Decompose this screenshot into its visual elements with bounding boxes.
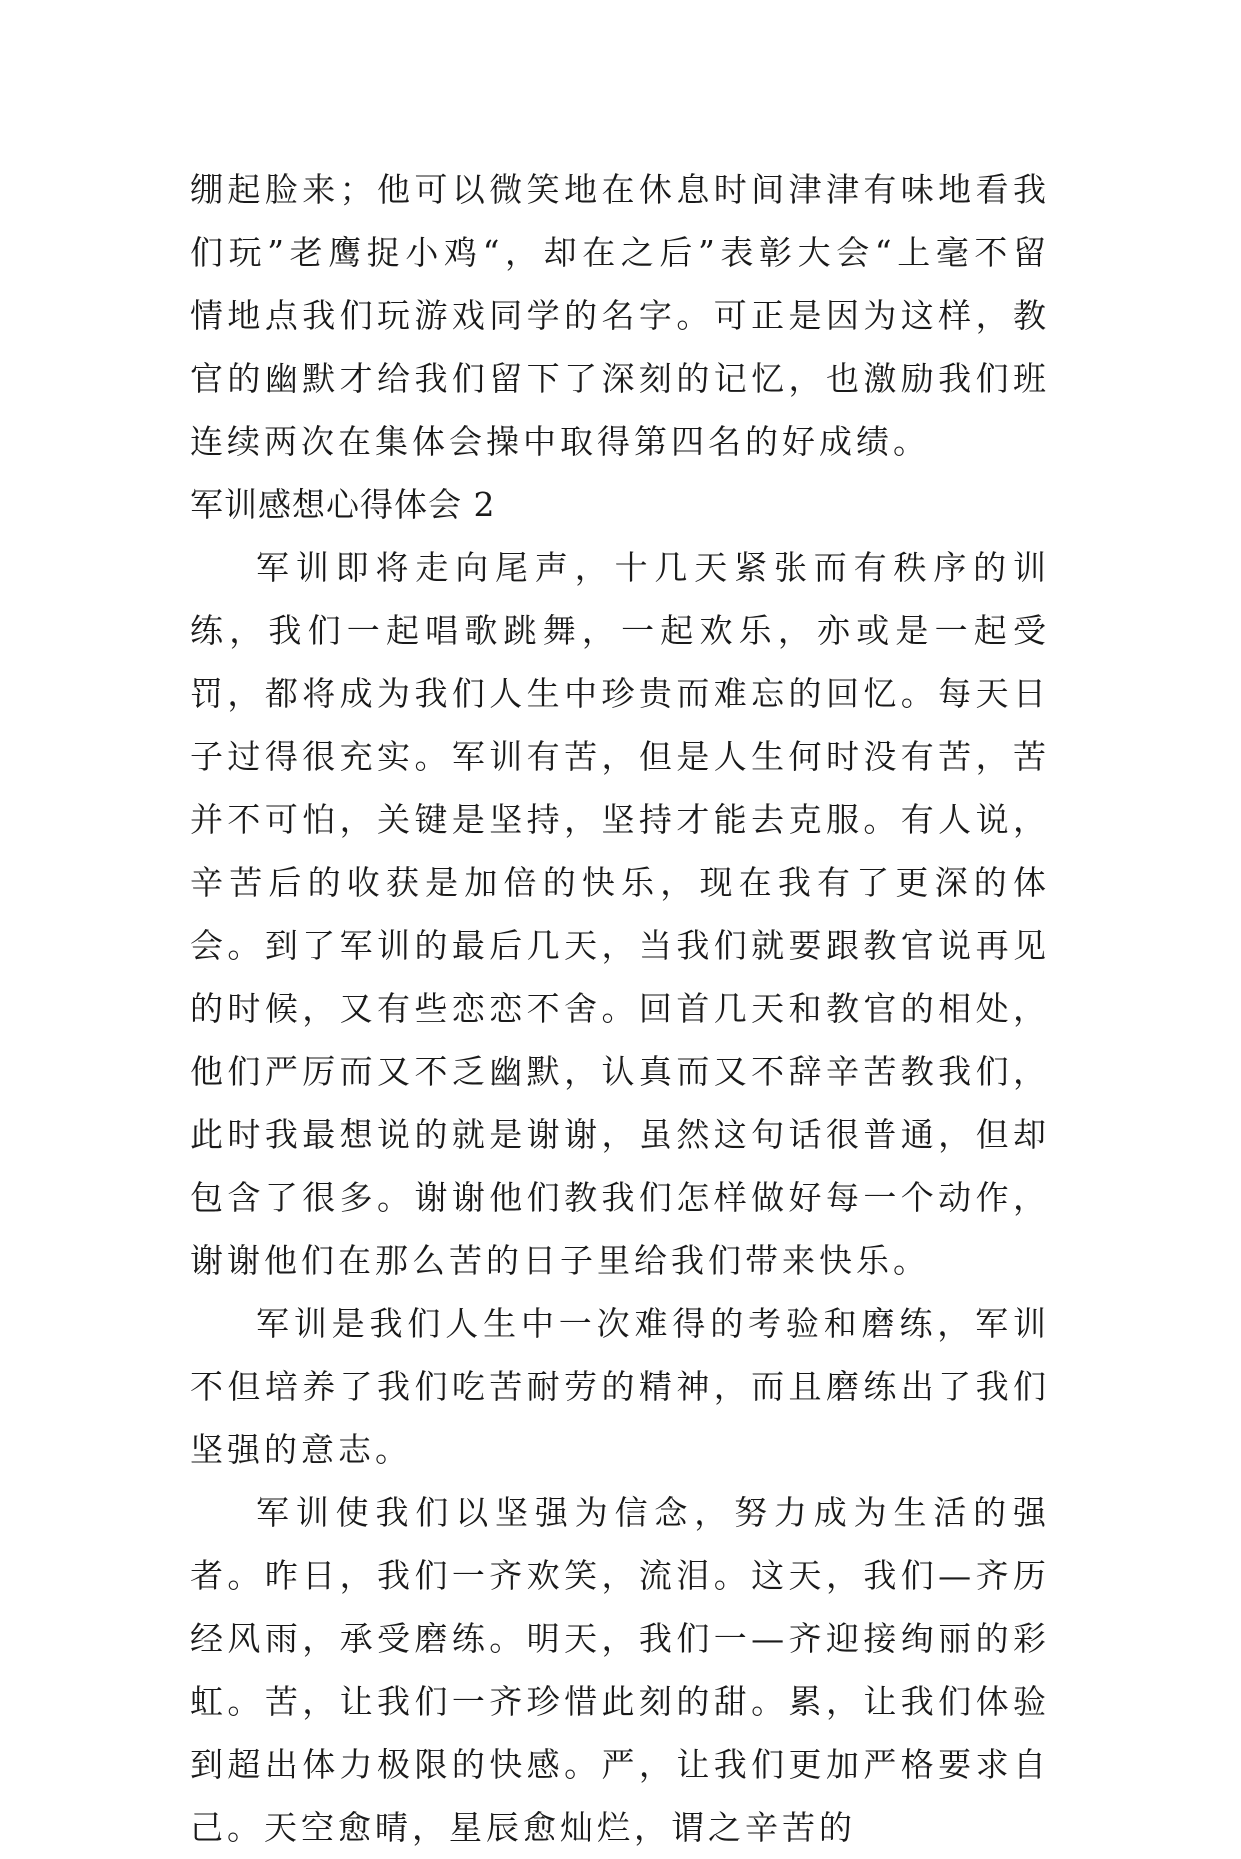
paragraph-strong-belief: 军训使我们以坚强为信念，努力成为生活的强者。昨日，我们一齐欢笑，流泪。这天，我们—齐历经风雨，承受磨练。明天，我们一—齐迎接绚丽的彩虹。苦，让我们一齐珍惜此刻的甜。累，让我们体验到超出体力极限的快感。严，让我们更加严格要求自己。天空愈晴，星辰愈灿烂，谓之辛苦的: [190, 1493, 1050, 1847]
document-body: [190, 158, 1050, 1859]
paragraph-military-training-ending: 军训即将走向尾声，十几天紧张而有秩序的训练，我们一起唱歌跳舞，一起欢乐，亦或是一起受罚，都将成为我们人生中珍贵而难忘的回忆。每天日子过得很充实。军训有苦，但是人生何时没有苦，苦并不可怕，关键是坚持，坚持才能去克服。有人说，辛苦后的收获是加倍的快乐，现在我有了更深的体会。到了军训的最后几天，当我们就要跟教官说再见的时候，又有些恋恋不舍。回首几天和教官的相处，他们严厉而又不乏幽默，认真而又不辞辛苦教我们，此时我最想说的就是谢谢，虽然这句话很普通，但却包含了很多。谢谢他们教我们怎样做好每一个动作，谢谢他们在那么苦的日子里给我们带来快乐。: [190, 548, 1050, 1280]
section-heading: 军训感想心得体会 2: [190, 485, 496, 524]
paragraph-training-test: 军训是我们人生中一次难得的考验和磨练，军训不但培养了我们吃苦耐劳的精神，而且磨练出了我们坚强的意志。: [190, 1304, 1050, 1469]
paragraph-continued: 绷起脸来；他可以微笑地在休息时间津津有味地看我们玩”老鹰捉小鸡“，却在之后”表彰大会“上毫不留情地点我们玩游戏同学的名字。可正是因为这样，教官的幽默才给我们留下了深刻的记忆，也激励我们班连续两次在集体会操中取得第四名的好成绩。: [190, 170, 1050, 461]
